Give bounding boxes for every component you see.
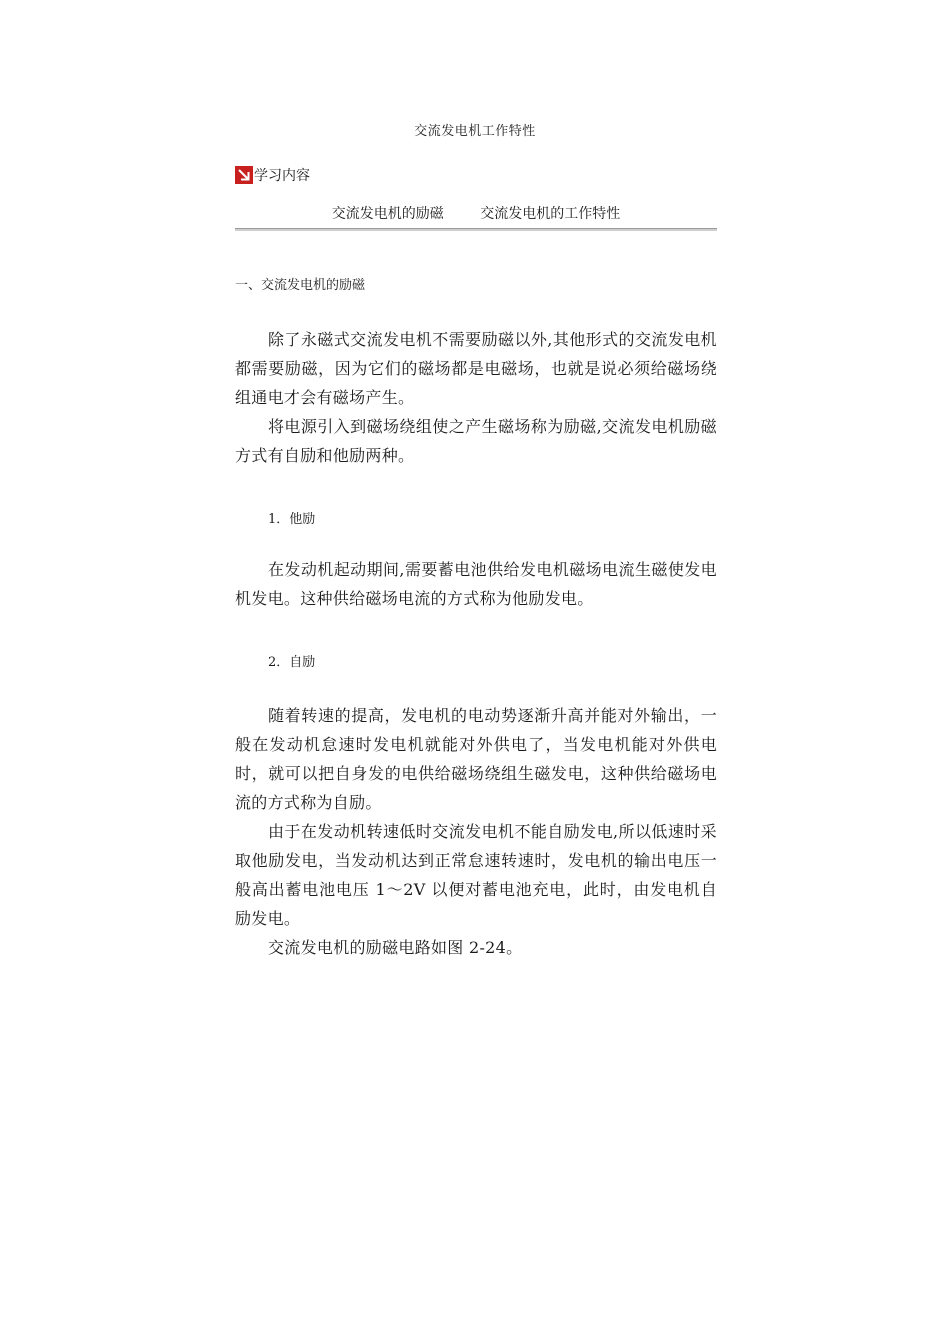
paragraph: 交流发电机的励磁电路如图 2-24。	[268, 938, 523, 957]
subsection-heading-self-excitation: 2．自励	[268, 655, 316, 670]
study-content-header	[235, 166, 310, 184]
content-nav	[235, 203, 717, 223]
document-title: 交流发电机工作特性	[414, 124, 536, 139]
nav-link-excitation[interactable]: 交流发电机的励磁	[331, 206, 444, 222]
study-content-label: 学习内容	[254, 168, 310, 184]
divider	[235, 228, 717, 231]
arrow-down-right-icon	[235, 166, 253, 184]
section-heading: 一、交流发电机的励磁	[235, 278, 366, 293]
paragraph: 随着转速的提高，发电机的电动势逐渐升高并能对外输出，一般在发动机怠速时发电机就能对外供电了，当发电机能对外供电时，就可以把自身发的电供给磁场绕组生磁发电，这种供给磁场电流的方式称为自励。	[235, 706, 717, 812]
self-excitation-text	[235, 701, 717, 962]
subsection-heading-separate-excitation: 1．他励	[268, 512, 316, 527]
paragraph: 将电源引入到磁场绕组使之产生磁场称为励磁,交流发电机励磁方式有自励和他励两种。	[235, 417, 717, 465]
paragraph: 由于在发动机转速低时交流发电机不能自励发电,所以低速时采取他励发电，当发动机达到正常怠速转速时，发电机的输出电压一般高出蓄电池电压 1～2V 以便对蓄电池充电，此时，由发电机自励发电。	[235, 822, 717, 928]
separate-excitation-text	[235, 555, 717, 613]
intro-text	[235, 325, 717, 470]
paragraph: 在发动机起动期间,需要蓄电池供给发电机磁场电流生磁使发电机发电。这种供给磁场电流的方式称为他励发电。	[235, 560, 717, 608]
nav-link-characteristics[interactable]: 交流发电机的工作特性	[480, 206, 621, 222]
paragraph: 除了永磁式交流发电机不需要励磁以外,其他形式的交流发电机都需要励磁，因为它们的磁场都是电磁场，也就是说必须给磁场绕组通电才会有磁场产生。	[235, 330, 717, 407]
